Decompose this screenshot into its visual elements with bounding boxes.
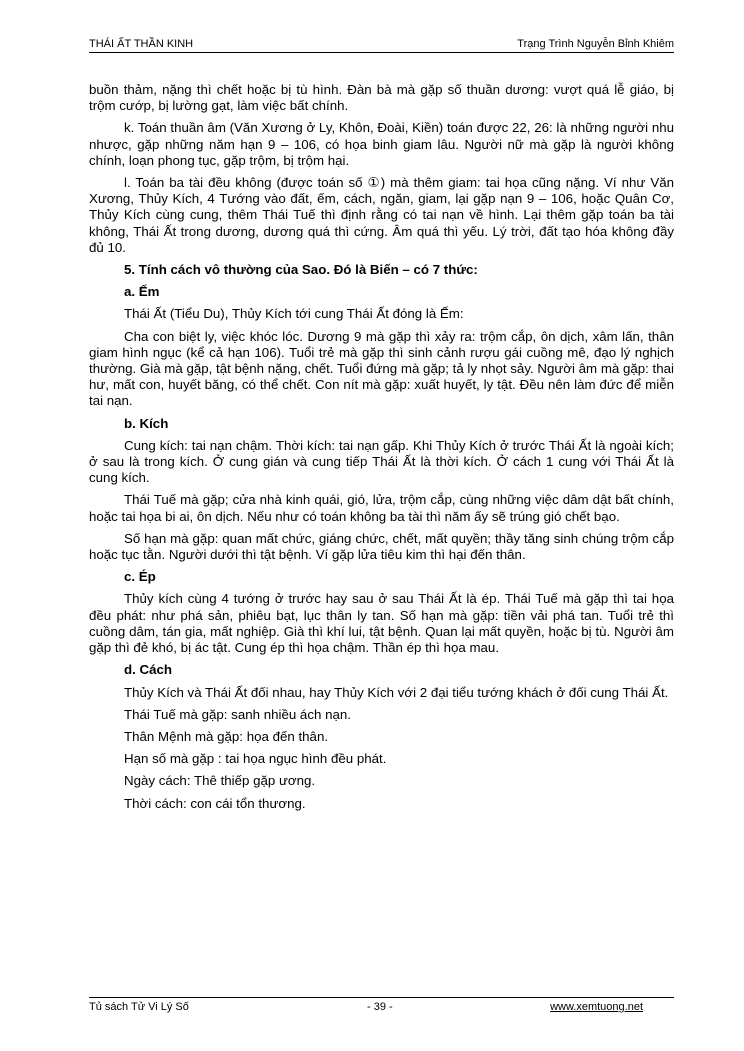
list-line: Ngày cách: Thê thiếp gặp ương. bbox=[124, 773, 316, 789]
page-number: - 39 - bbox=[367, 1001, 393, 1013]
paragraph-continued: buồn thảm, nặng thì chết hoặc bị tù hình. Đàn bà mà gặp số thuần dương: vượt quá lễ giáo, bị trộm cướp, bị lường gạt, làm việc bất chính. bbox=[89, 82, 674, 114]
header-book-title: THÁI ẤT THẦN KINH bbox=[89, 38, 194, 50]
paragraph: Thái Tuế mà gặp; cửa nhà kinh quái, gió, lửa, trộm cắp, cùng những việc dâm dật bất chính, hoặc tai họa bi ai, ôn dịch. Nếu như có toán không ba tài thì năm ấy sẽ trúng gió chết bạo. bbox=[89, 492, 674, 524]
page-header bbox=[89, 34, 674, 50]
footer-website-link[interactable]: www.xemtuong.net bbox=[550, 1001, 643, 1013]
section-heading: 5. Tính cách vô thường của Sao. Đó là Biến – có 7 thức: bbox=[124, 262, 478, 278]
paragraph: Thủy Kích và Thái Ất đối nhau, hay Thủy Kích với 2 đại tiểu tướng khách ở đối cung Thái Ất. bbox=[124, 684, 669, 700]
section-heading: a. Ếm bbox=[124, 284, 160, 300]
paragraph: Cung kích: tai nạn chậm. Thời kích: tai nạn gấp. Khi Thủy Kích ở trước Thái Ất là ngoài kích; ở sau là trong kích. Ở cung gián và cung tiếp Thái Ất là thời kích. Ở cách 1 cung với Thái Ất là cung kích. bbox=[89, 437, 674, 486]
section-heading: c. Ép bbox=[124, 569, 156, 585]
list-line: Thân Mệnh mà gặp: họa đến thân. bbox=[124, 728, 329, 744]
list-line: Thái Tuế mà gặp: sanh nhiều ách nạn. bbox=[124, 706, 351, 722]
paragraph: k. Toán thuần âm (Văn Xương ở Ly, Khôn, Đoài, Kiền) toán được 22, 26: là những người nhu nhược, gặp những năm hạn 9 – 106, có họa binh giam lâu. Người nữ mà gặp là người không chính, loạn phong tục, gặp trộm, bị trộm hại. bbox=[89, 120, 674, 168]
paragraph: Cha con biệt ly, việc khóc lóc. Dương 9 mà gặp thì xảy ra: trộm cắp, ôn dịch, xâm lấn, thân giam hình ngục (kể cả hạn 106). Tuổi trẻ mà gặp thì sinh cảnh rượu gái cuồng mê, đạo lý nghịch thường. Già mà gặp, tật bệnh nặng, chết. Tuổi đứng mà gặp; tả ly nhọt sảy. Người âm mà gặp: thai hư, mất con, huyết băng, có thể chết. Con nít mà gặp: xuất huyết, ly tật. Đều nên làm đức để miễn tai nạn. bbox=[89, 328, 674, 409]
list-line: Thời cách: con cái tổn thương. bbox=[124, 795, 306, 811]
page-footer bbox=[89, 1001, 674, 1017]
list-line: Hạn số mà gặp : tai họa ngục hình đều phát. bbox=[124, 751, 387, 767]
section-heading: d. Cách bbox=[124, 662, 173, 678]
header-divider bbox=[89, 52, 674, 53]
header-author: Trạng Trình Nguyễn Bỉnh Khiêm bbox=[517, 38, 674, 50]
page-body bbox=[89, 82, 674, 818]
paragraph: Thủy kích cùng 4 tướng ở trước hay sau ở sau Thái Ất là ép. Thái Tuế mà gặp thì tai họa đều phát: như phá sản, phiêu bạt, lục thân ly tan. Số hạn mà gặp: tiền vải phá tan. Tuổi trẻ thì cuồng dâm, tán gia, mất nghiệp. Già thì khí lui, tật bệnh. Quan lại mất quyền, hoặc bị tù. Người âm gặp thì đẻ khó, bị ác tật. Cung ép thì họa chậm. Thần ép thì họa mau. bbox=[89, 591, 674, 656]
paragraph: Thái Ất (Tiểu Du), Thủy Kích tới cung Thái Ất đóng là Ếm: bbox=[124, 306, 464, 322]
footer-series-title: Tủ sách Tử Vi Lý Số bbox=[89, 1001, 189, 1013]
paragraph: l. Toán ba tài đều không (được toán số ①) mà thêm giam: tai họa cũng nặng. Ví như Văn Xương, Thủy Kích, 4 Tướng vào đất, ếm, cách, ngăn, giam, lại gặp nạn 9 – 106, hoặc Quân Cơ, Thủy Kích cùng cung, thêm Thái Tuế thì định rằng có tai nạn về hình. Lại thêm gặp toán ba tài không, Thái Ất trong dương, dương quá thì cứng. Âm quá thì yếu. Lý trời, đất tạo hóa không đầy đủ 10. bbox=[89, 175, 674, 255]
section-heading: b. Kích bbox=[124, 415, 169, 431]
paragraph: Số hạn mà gặp: quan mất chức, giáng chức, chết, mất quyền; thầy tăng sinh chúng trộm cắp hoặc tục tằn. Người dưới thì tật bệnh. Ví gặp lửa tiêu kim thì hại đến thân. bbox=[89, 530, 674, 563]
footer-divider bbox=[89, 997, 674, 998]
